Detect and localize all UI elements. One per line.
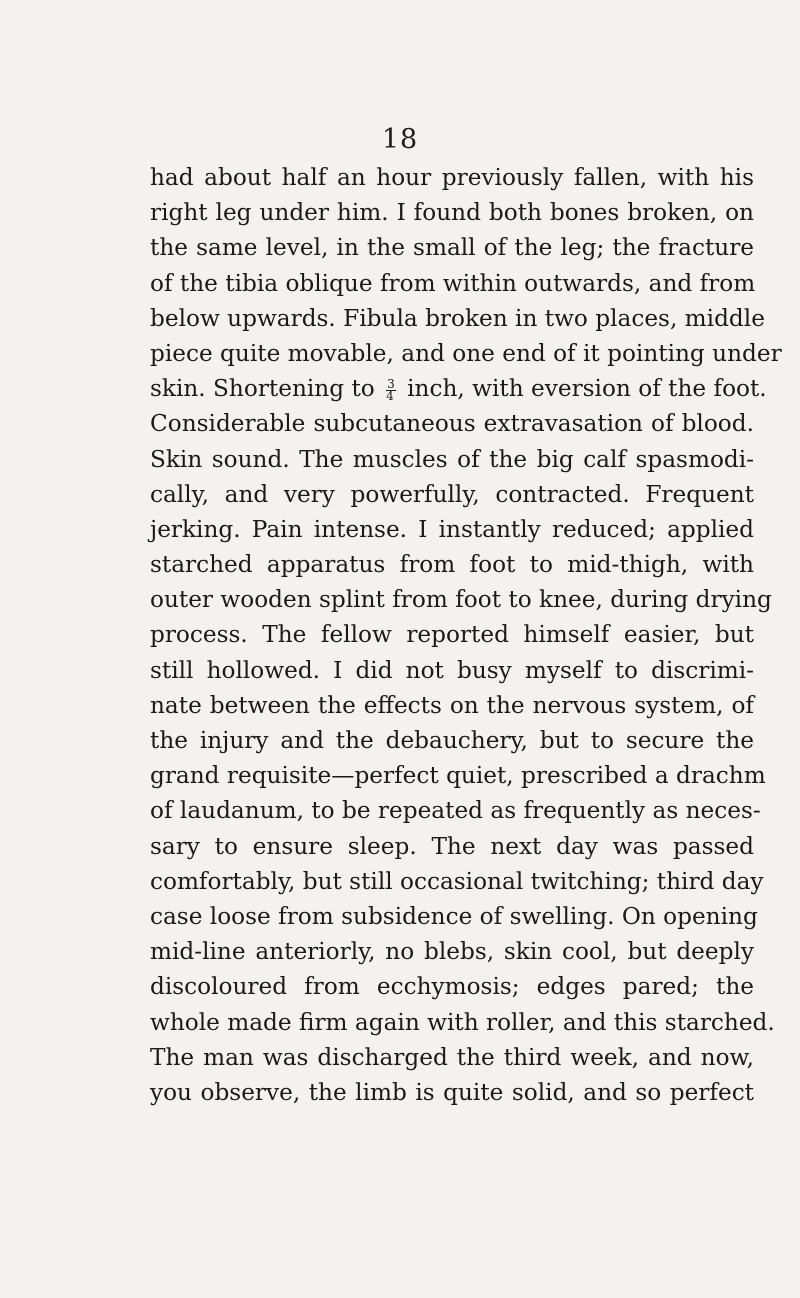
text-line: mid-line anteriorly, no blebs, skin cool, but deeply <box>150 938 754 966</box>
text-line: Skin sound. The muscles of the big calf spasmodi- <box>150 445 754 473</box>
fraction-line-after: inch, with eversion of the foot. <box>407 375 767 403</box>
text-line: sary to ensure sleep. The next day was passed <box>150 832 754 860</box>
text-line: discoloured from ecchymosis; edges pared; the <box>150 973 754 1001</box>
text-line: below upwards. Fibula broken in two places, middle <box>150 304 765 332</box>
text-line: outer wooden splint from foot to knee, during drying <box>150 586 772 614</box>
text-line: process. The fellow reported himself easier, but <box>150 621 754 649</box>
page-number: 18 <box>381 124 419 155</box>
text-line: starched apparatus from foot to mid-thigh, with <box>150 551 754 579</box>
text-line: grand requisite—perfect quiet, prescribed a drachm <box>150 762 766 790</box>
text-line: the same level, in the small of the leg; the fracture <box>150 234 754 262</box>
text-line: of the tibia oblique from within outwards, and from <box>150 269 756 297</box>
fraction-line-before: skin. Shortening to <box>150 375 375 403</box>
fraction-numerator: 3 <box>387 376 395 391</box>
fraction-denominator: 4 <box>386 388 394 403</box>
text-line: had about half an hour previously fallen, with his <box>150 164 754 191</box>
text-line: of laudanum, to be repeated as frequently as neces- <box>150 797 761 825</box>
text-line: you observe, the limb is quite solid, and so perfect <box>150 1078 754 1106</box>
text-line-fraction <box>150 371 767 406</box>
text-line: Considerable subcutaneous extravasation of blood. <box>150 410 754 438</box>
text-line: nate between the effects on the nervous system, of <box>150 691 754 719</box>
text-line: the injury and the debauchery, but to secure the <box>150 727 754 754</box>
text-line: piece quite movable, and one end of it pointing under <box>150 339 782 367</box>
text-line: The man was discharged the third week, and now, <box>150 1043 754 1071</box>
text-line: comfortably, but still occasional twitching; third day <box>150 867 764 895</box>
text-line: whole made firm again with roller, and this starched. <box>150 1008 775 1036</box>
fraction <box>386 376 396 403</box>
text-line: jerking. Pain intense. I instantly reduced; applied <box>150 515 754 543</box>
text-line: cally, and very powerfully, contracted. Frequent <box>150 480 754 508</box>
text-line: still hollowed. I did not busy myself to discrimi- <box>150 656 754 684</box>
text-line: right leg under him. I found both bones broken, on <box>150 199 754 227</box>
text-line: case loose from subsidence of swelling. On opening <box>150 902 758 930</box>
body-text <box>150 160 782 1110</box>
